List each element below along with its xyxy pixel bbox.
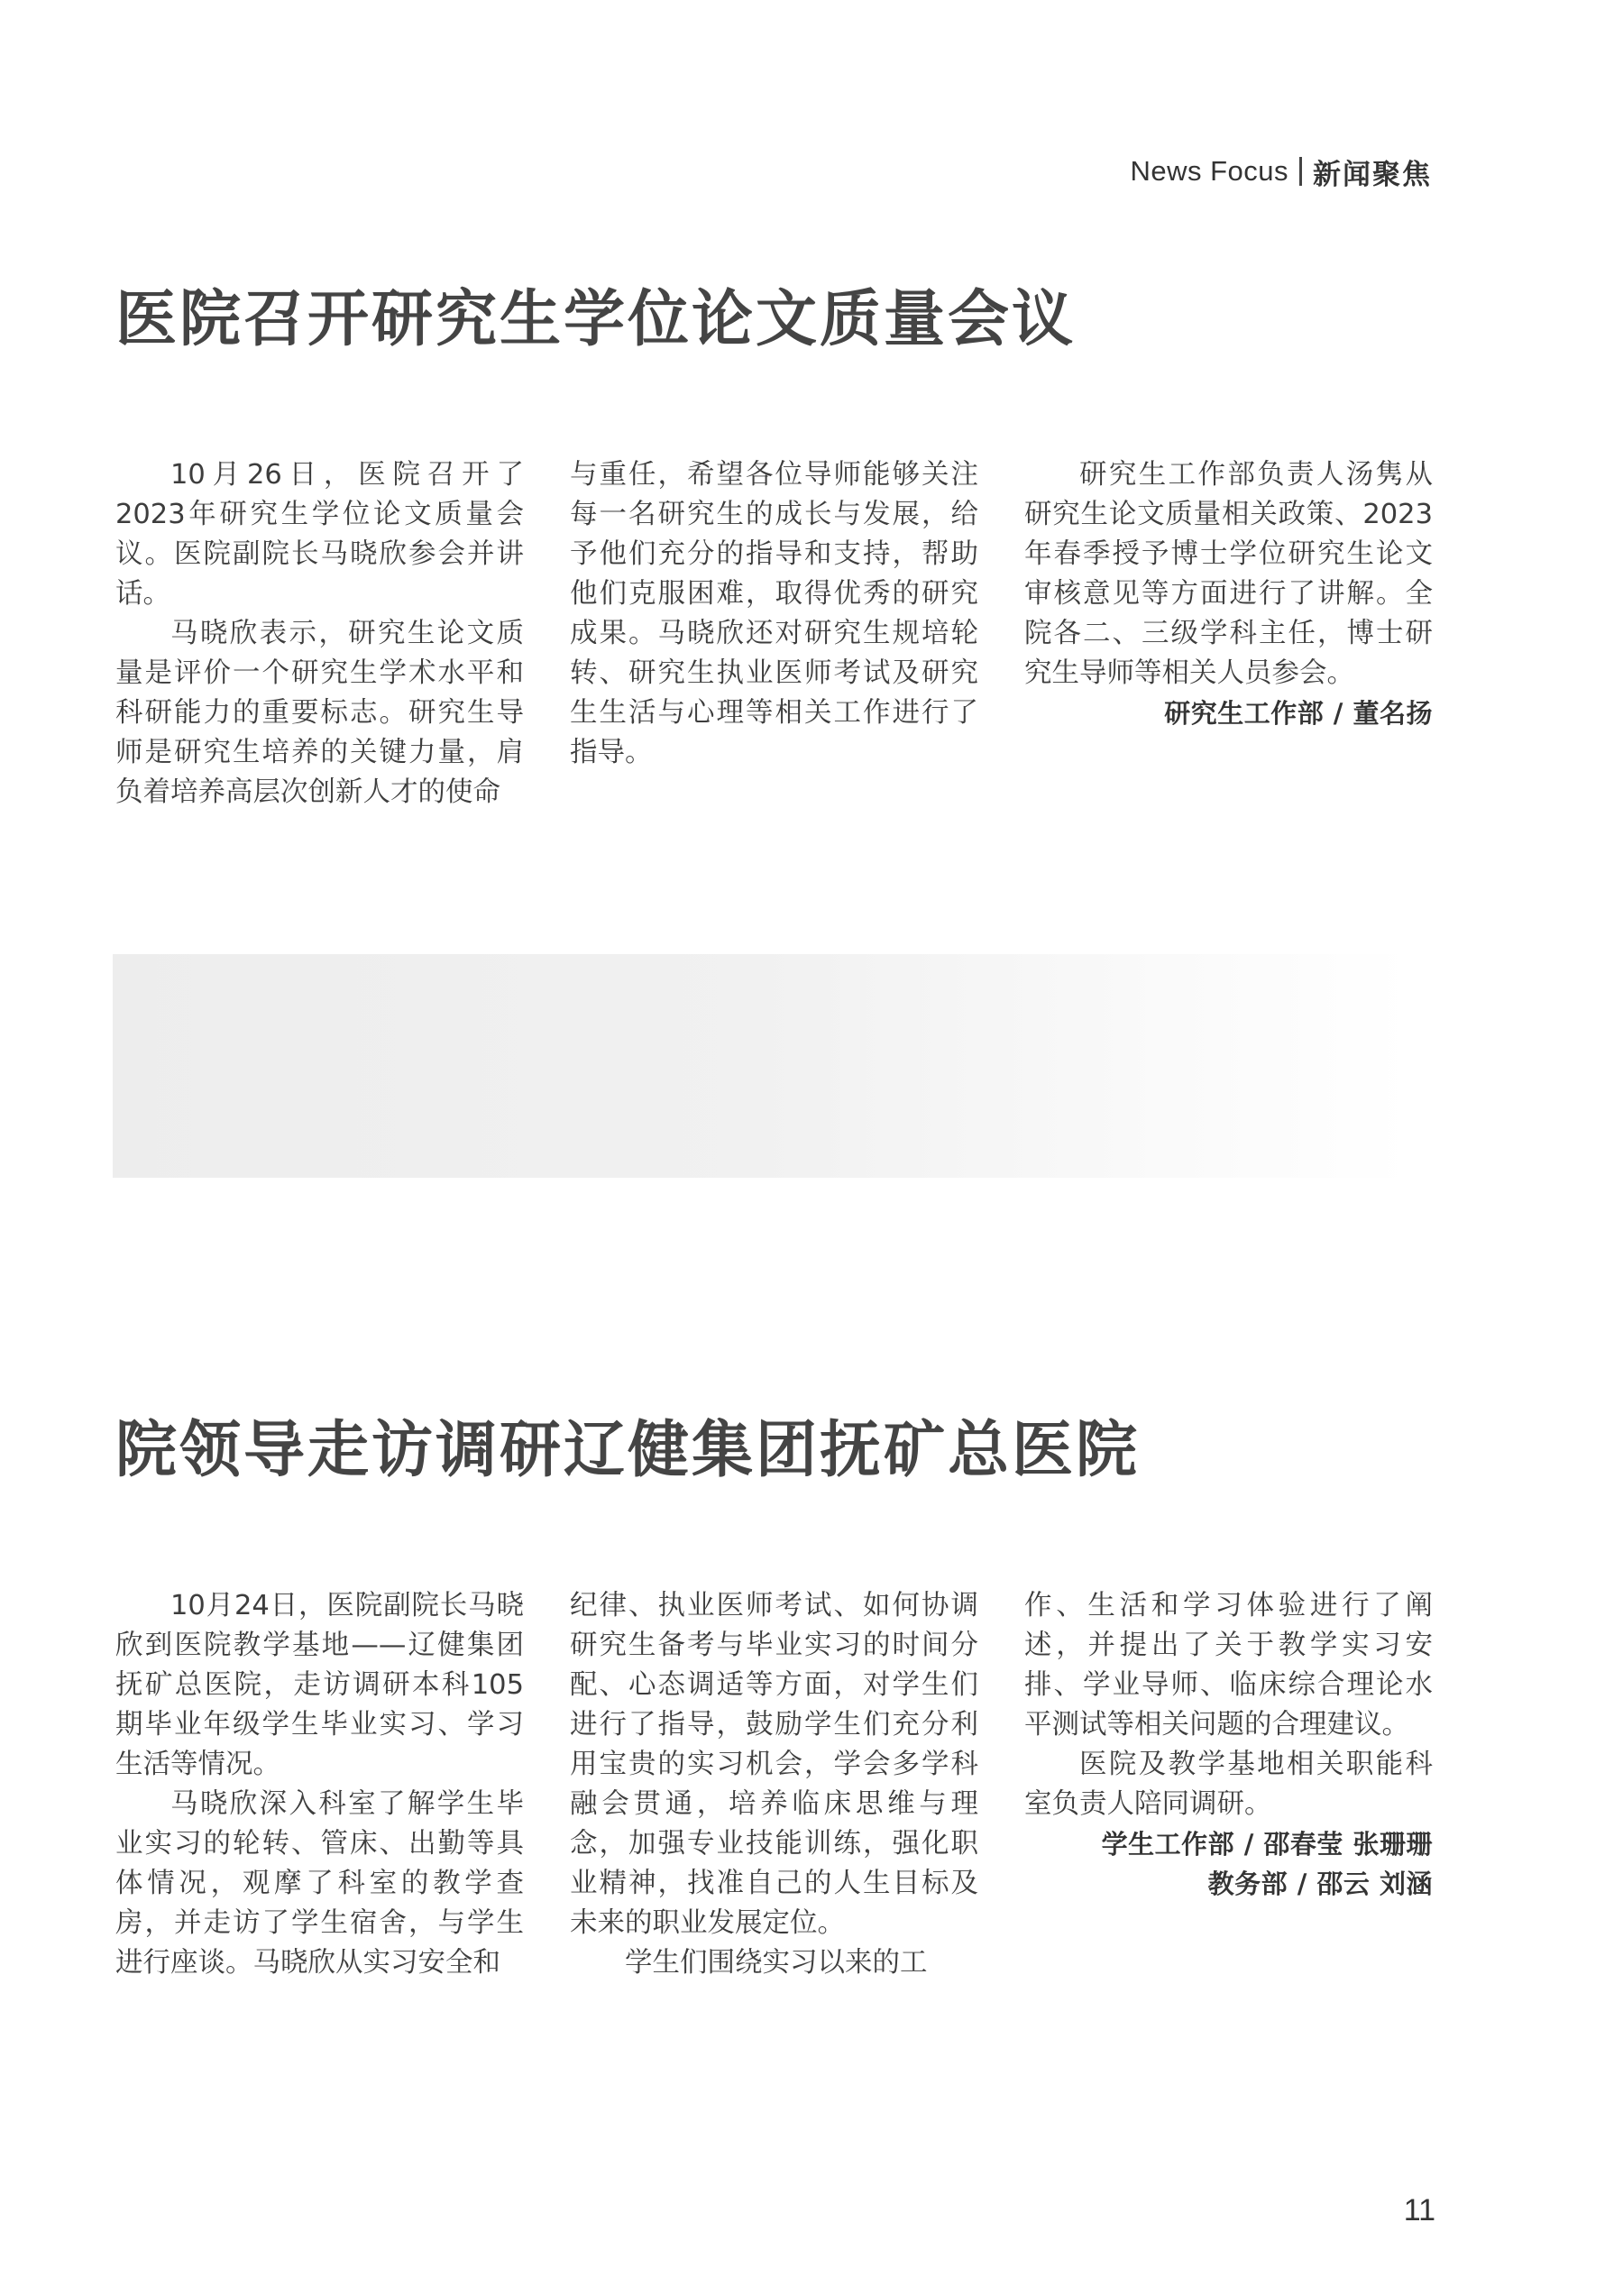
paragraph: 纪律、执业医师考试、如何协调研究生备考与毕业实习的时间分配、心态调适等方面，对学生们进行了指导，鼓励学生们充分利用宝贵的实习机会，学会多学科融会贯通，培养临床思维与理念，加强专业技能训练，强化职业精神，找准自己的人生目标及未来的职业发展定位。 (570, 1589, 978, 1939)
paragraph: 研究生工作部负责人汤隽从研究生论文质量相关政策、2023年春季授予博士学位研究生论文审核意见等方面进行了讲解。全院各二、三级学科主任，博士研究生导师等相关人员参会。 (1024, 458, 1433, 689)
section-header (1130, 152, 1432, 191)
article-thesis-quality-meeting (115, 284, 1434, 813)
paragraph: 马晓欣表示，研究生论文质量是评价一个研究生学术水平和科研能力的重要标志。研究生导师是研究生培养的关键力量，肩负着培养高层次创新人才的使命 (115, 617, 524, 808)
paragraph: 学生们围绕实习以来的工 (625, 1946, 928, 1979)
paragraph: 医院及教学基地相关职能科室负责人陪同调研。 (1024, 1748, 1433, 1820)
paragraph: 作、生活和学习体验进行了阐述，并提出了关于教学实习安排、学业导师、临床综合理论水平测试等相关问题的合理建议。 (1024, 1589, 1433, 1740)
paragraph: 与重任，希望各位导师能够关注每一名研究生的成长与发展，给予他们充分的指导和支持，帮助他们克服困难，取得优秀的研究成果。马晓欣还对研究生规培轮转、研究生执业医师考试及研究生生活与心理等相关工作进行了指导。 (570, 458, 978, 768)
article-columns (115, 1586, 1434, 1983)
article-column-2 (570, 455, 978, 813)
paragraph: 10月24日，医院副院长马晓欣到医院教学基地——辽健集团抚矿总医院，走访调研本科105期毕业年级学生毕业实习、学习生活等情况。 (115, 1589, 524, 1780)
author-byline: 学生工作部 / 邵春莹 张珊珊 (1101, 1828, 1433, 1860)
section-title-cn: 新闻聚焦 (1313, 158, 1432, 191)
article-title: 院领导走访调研辽健集团抚矿总医院 (115, 1415, 1141, 1486)
paragraph: 马晓欣深入科室了解学生毕业实习的轮转、管床、出勤等具体情况，观摩了科室的教学查房，并走访了学生宿舍，与学生进行座谈。马晓欣从实习安全和 (115, 1787, 524, 1979)
author-byline: 研究生工作部 / 董名扬 (1164, 697, 1433, 729)
article-column-1 (115, 455, 524, 813)
article-column-2 (570, 1586, 978, 1983)
photo-placeholder (113, 954, 1411, 1178)
article-column-3 (1024, 455, 1433, 813)
page-number: 11 (1403, 2193, 1435, 2227)
article-title: 医院召开研究生学位论文质量会议 (115, 284, 1077, 355)
article-columns (115, 455, 1434, 813)
author-byline: 教务部 / 邵云 刘涵 (1207, 1868, 1433, 1899)
section-title-en: News Focus (1130, 155, 1288, 187)
article-hospital-visit (115, 1415, 1434, 1983)
article-column-3 (1024, 1586, 1433, 1983)
article-column-1 (115, 1586, 524, 1983)
header-divider (1299, 157, 1302, 186)
paragraph: 10月26日，医院召开了2023年研究生学位论文质量会议。医院副院长马晓欣参会并讲话。 (115, 458, 524, 610)
